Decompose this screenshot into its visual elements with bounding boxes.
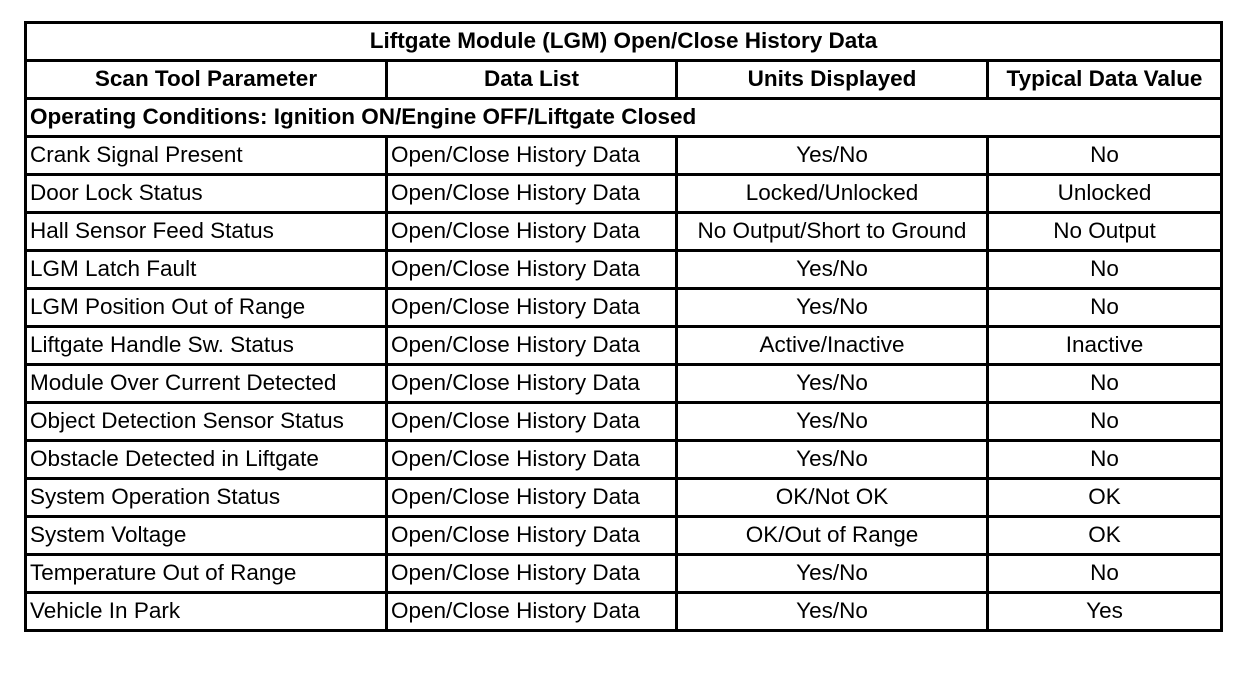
data-list-cell: Open/Close History Data bbox=[387, 289, 677, 327]
parameter-cell: LGM Latch Fault bbox=[26, 251, 387, 289]
typical-value-cell: No Output bbox=[988, 213, 1222, 251]
table-body bbox=[26, 137, 1222, 631]
data-list-cell: Open/Close History Data bbox=[387, 555, 677, 593]
typical-value-cell: Inactive bbox=[988, 327, 1222, 365]
table-row bbox=[26, 555, 1222, 593]
table-row bbox=[26, 593, 1222, 631]
data-list-cell: Open/Close History Data bbox=[387, 251, 677, 289]
table-row bbox=[26, 175, 1222, 213]
typical-value-cell: Unlocked bbox=[988, 175, 1222, 213]
table-row bbox=[26, 289, 1222, 327]
units-cell: Yes/No bbox=[677, 593, 988, 631]
operating-conditions-row bbox=[26, 99, 1222, 137]
units-cell: Yes/No bbox=[677, 137, 988, 175]
typical-value-cell: OK bbox=[988, 517, 1222, 555]
data-list-cell: Open/Close History Data bbox=[387, 593, 677, 631]
table-row bbox=[26, 213, 1222, 251]
data-list-cell: Open/Close History Data bbox=[387, 403, 677, 441]
column-header-scan-tool-parameter: Scan Tool Parameter bbox=[26, 61, 387, 99]
units-cell: Yes/No bbox=[677, 251, 988, 289]
data-list-cell: Open/Close History Data bbox=[387, 365, 677, 403]
typical-value-cell: No bbox=[988, 137, 1222, 175]
history-data-table-container bbox=[24, 21, 1223, 632]
table-header-row bbox=[26, 61, 1222, 99]
table-row bbox=[26, 441, 1222, 479]
typical-value-cell: OK bbox=[988, 479, 1222, 517]
table-row bbox=[26, 327, 1222, 365]
table-row bbox=[26, 403, 1222, 441]
column-header-data-list: Data List bbox=[387, 61, 677, 99]
units-cell: OK/Out of Range bbox=[677, 517, 988, 555]
typical-value-cell: No bbox=[988, 289, 1222, 327]
units-cell: Yes/No bbox=[677, 441, 988, 479]
units-cell: Yes/No bbox=[677, 365, 988, 403]
units-cell: Locked/Unlocked bbox=[677, 175, 988, 213]
parameter-cell: LGM Position Out of Range bbox=[26, 289, 387, 327]
table-row bbox=[26, 365, 1222, 403]
parameter-cell: System Voltage bbox=[26, 517, 387, 555]
table-row bbox=[26, 517, 1222, 555]
column-header-typical-data-value: Typical Data Value bbox=[988, 61, 1222, 99]
parameter-cell: Temperature Out of Range bbox=[26, 555, 387, 593]
units-cell: Yes/No bbox=[677, 403, 988, 441]
typical-value-cell: No bbox=[988, 251, 1222, 289]
units-cell: OK/Not OK bbox=[677, 479, 988, 517]
units-cell: No Output/Short to Ground bbox=[677, 213, 988, 251]
data-list-cell: Open/Close History Data bbox=[387, 479, 677, 517]
typical-value-cell: No bbox=[988, 365, 1222, 403]
history-data-table bbox=[24, 21, 1223, 632]
operating-conditions: Operating Conditions: Ignition ON/Engine OFF/Liftgate Closed bbox=[26, 99, 1222, 137]
units-cell: Yes/No bbox=[677, 289, 988, 327]
parameter-cell: Liftgate Handle Sw. Status bbox=[26, 327, 387, 365]
table-row bbox=[26, 137, 1222, 175]
data-list-cell: Open/Close History Data bbox=[387, 517, 677, 555]
units-cell: Active/Inactive bbox=[677, 327, 988, 365]
column-header-units-displayed: Units Displayed bbox=[677, 61, 988, 99]
parameter-cell: Vehicle In Park bbox=[26, 593, 387, 631]
table-row bbox=[26, 251, 1222, 289]
typical-value-cell: No bbox=[988, 441, 1222, 479]
data-list-cell: Open/Close History Data bbox=[387, 327, 677, 365]
table-title-row bbox=[26, 23, 1222, 61]
units-cell: Yes/No bbox=[677, 555, 988, 593]
parameter-cell: Object Detection Sensor Status bbox=[26, 403, 387, 441]
parameter-cell: System Operation Status bbox=[26, 479, 387, 517]
typical-value-cell: Yes bbox=[988, 593, 1222, 631]
parameter-cell: Module Over Current Detected bbox=[26, 365, 387, 403]
parameter-cell: Obstacle Detected in Liftgate bbox=[26, 441, 387, 479]
table-title: Liftgate Module (LGM) Open/Close History Data bbox=[26, 23, 1222, 61]
data-list-cell: Open/Close History Data bbox=[387, 175, 677, 213]
data-list-cell: Open/Close History Data bbox=[387, 441, 677, 479]
typical-value-cell: No bbox=[988, 555, 1222, 593]
data-list-cell: Open/Close History Data bbox=[387, 213, 677, 251]
table-row bbox=[26, 479, 1222, 517]
parameter-cell: Door Lock Status bbox=[26, 175, 387, 213]
parameter-cell: Crank Signal Present bbox=[26, 137, 387, 175]
data-list-cell: Open/Close History Data bbox=[387, 137, 677, 175]
parameter-cell: Hall Sensor Feed Status bbox=[26, 213, 387, 251]
typical-value-cell: No bbox=[988, 403, 1222, 441]
